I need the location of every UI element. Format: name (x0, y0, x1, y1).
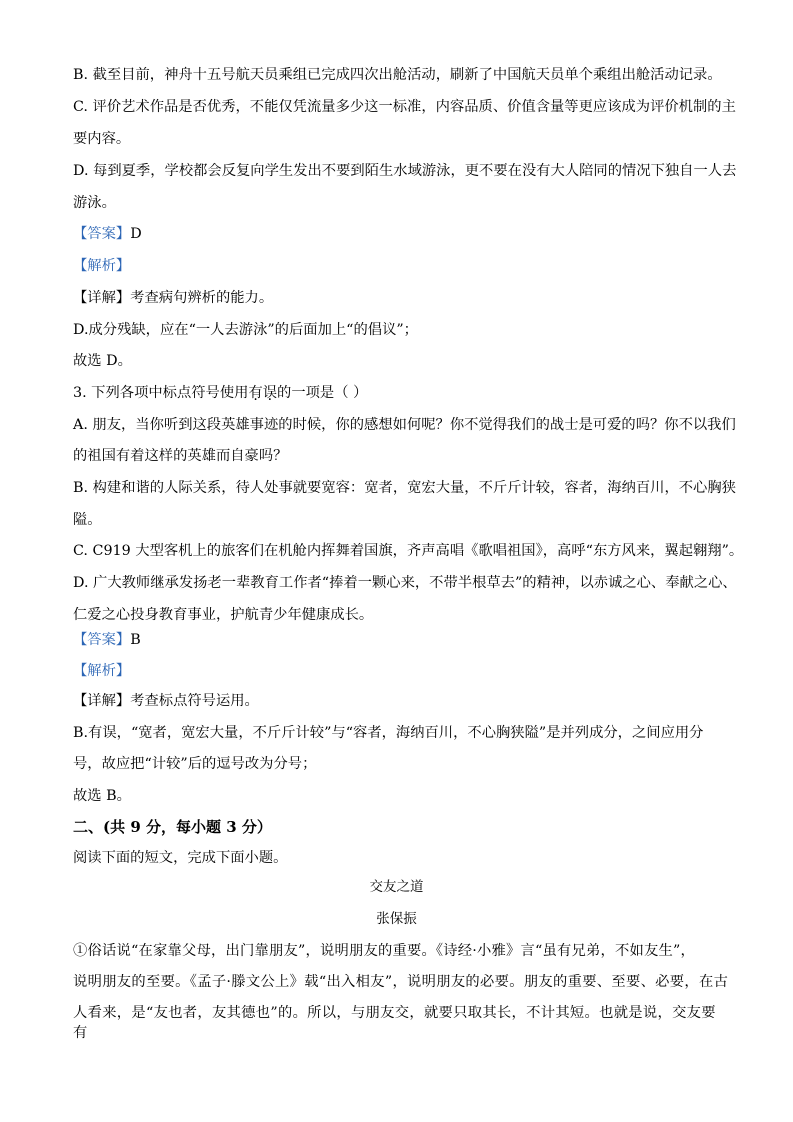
q3-answer (73, 630, 729, 650)
section-heading: 二、(共 9 分，每小题 3 分） (73, 818, 272, 836)
reading-instruction: 阅读下面的短文，完成下面小题。 (73, 850, 288, 866)
q3-option-d-line1: D. 广大教师继承发扬老一辈教育工作者“捧着一颗心来，不带半根草去”的精神，以赤诚之心、奉献之心、 (73, 575, 737, 591)
essay-author: 张保振 (376, 911, 417, 927)
essay-paragraph1-line3: 人看来，是“友也者，友其德也”的。所以，与朋友交，就要只取其长，不计其短。也就是说，交友要有 (73, 1005, 716, 1041)
q3-option-a-line1: A. 朋友，当你听到这段英雄事迹的时候，你的感想如何呢？你不觉得我们的战士是可爱的吗？你不以我们 (73, 417, 736, 433)
q3-option-b-line2: 隘。 (73, 512, 102, 528)
q3-conclusion: 故选 B。 (73, 788, 131, 804)
essay-paragraph1-line2: 说明朋友的至要。《孟子·滕文公上》载“出入相友”，说明朋友的必要。朋友的重要、至要、必要，在古 (73, 974, 729, 990)
q3-option-b-line1: B. 构建和谐的人际关系，待人处事就要宽容：宽者，宽宏大量，不斤斤计较，容者，海纳百川，不心胸狭 (73, 480, 736, 496)
essay-title: 交友之道 (369, 879, 424, 895)
q3-option-c: C. C919 大型客机上的旅客们在机舱内挥舞着国旗，齐声高唱《歌唱祖国》，高呼“东方风来，翼起翱翔”。 (73, 543, 744, 559)
q3-stem (73, 383, 729, 403)
q3-reason-line1: B.有误，“宽者，宽宏大量，不斤斤计较”与“容者，海纳百川，不心胸狭隘”是并列成分，之间应用分 (73, 725, 704, 741)
q3-reason-line2: 号，故应把“计较”后的逗号改为分号； (73, 756, 317, 772)
essay-paragraph1-line1: ①俗话说“在家靠父母，出门靠朋友”，说明朋友的重要。《诗经·小雅》言“虽有兄弟，不如友生”， (73, 943, 695, 959)
q2-option-c-line1: C. 评价艺术作品是否优秀，不能仅凭流量多少这一标准，内容品质、价值含量等更应该成为评价机制的主 (73, 99, 736, 115)
q2-analysis-tag: 【解析】 (73, 258, 131, 274)
q3-option-d-line2: 仁爱之心投身教育事业，护航青少年健康成长。 (73, 607, 374, 623)
answer-value: B (130, 632, 141, 648)
q2-conclusion: 故选 D。 (73, 353, 132, 369)
q2-reason: D.成分残缺，应在“一人去游泳”的后面加上“的倡议”； (73, 322, 418, 338)
q3-analysis-tag: 【解析】 (73, 663, 131, 679)
answer-tag: 【答案】 (73, 632, 131, 648)
answer-value: D (130, 226, 142, 242)
q3-emph-1: 有 (248, 385, 263, 401)
q2-option-c-line2: 要内容。 (73, 131, 131, 147)
q3-stem-pre: 3. 下列各项中标点符号使用 (73, 385, 249, 401)
q2-detail: 【详解】考查病句辨析的能力。 (73, 290, 274, 306)
answer-tag: 【答案】 (73, 226, 131, 242)
q3-emph-2: 误 (262, 385, 278, 401)
q2-option-d-line2: 游泳。 (73, 195, 116, 211)
q3-detail: 【详解】考查标点符号运用。 (73, 693, 259, 709)
q2-option-d-line1: D. 每到夏季，学校都会反复向学生发出不要到陌生水域游泳，更不要在没有大人陪同的情况下独自一人去 (73, 163, 737, 179)
q2-option-b: B. 截至目前，神舟十五号航天员乘组已完成四次出舱活动，刷新了中国航天员单个乘组出舱活动记录。 (73, 67, 722, 83)
q3-option-a-line2: 的祖国有着这样的英雄而自豪吗？ (73, 448, 288, 464)
q3-stem-post: 的一项是（ ） (277, 385, 368, 401)
q2-answer (73, 224, 729, 244)
